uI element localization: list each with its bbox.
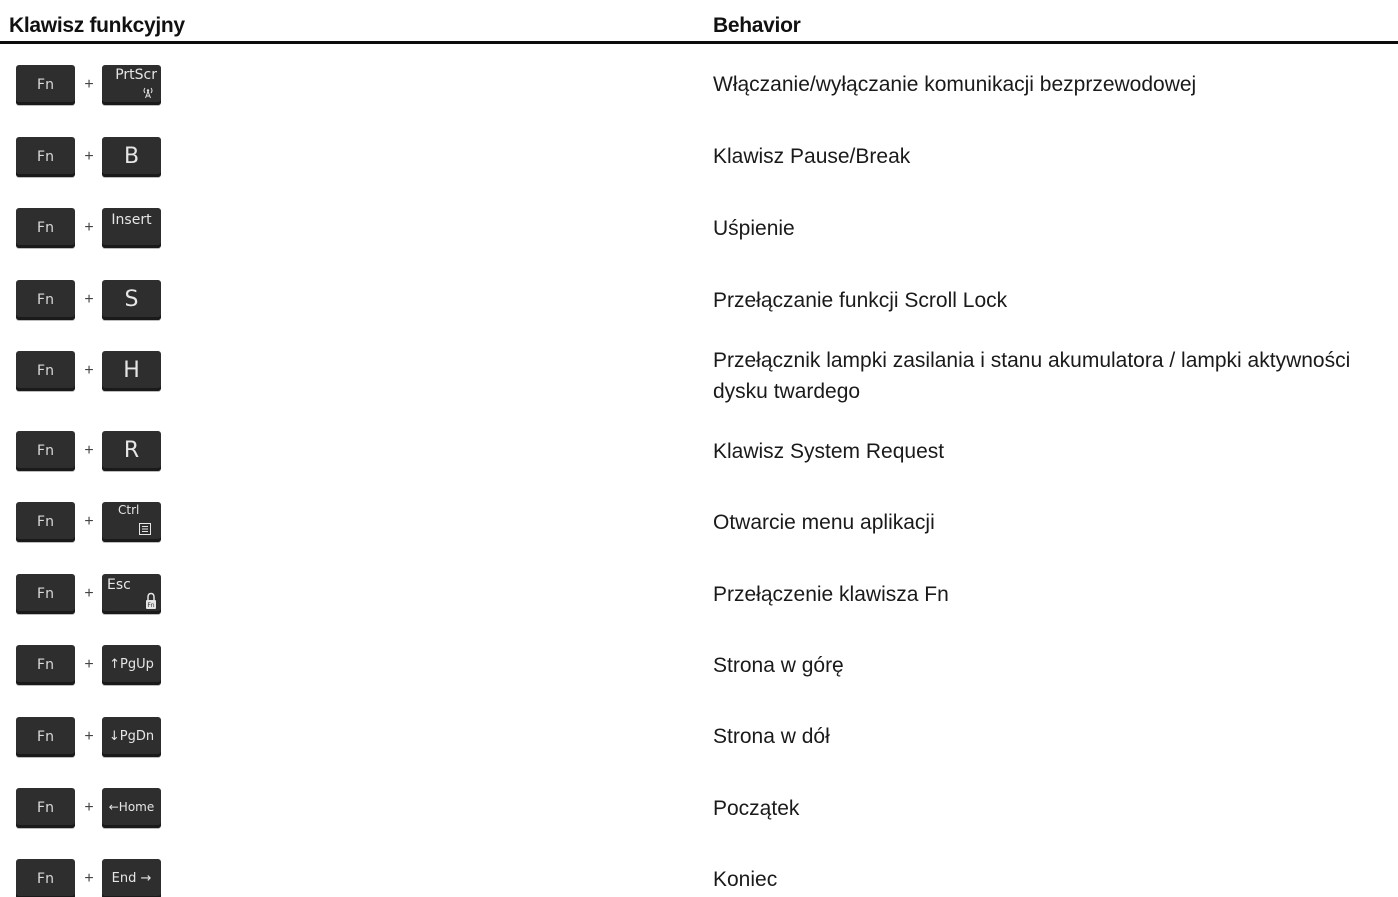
pgup-key-label: ↑PgUp: [109, 657, 154, 672]
fn-key-label: Fn: [37, 363, 54, 379]
fn-key-label: Fn: [37, 443, 54, 459]
plus-sign: +: [84, 513, 94, 530]
fn-key-label: Fn: [37, 292, 54, 308]
esc-key-label: Esc: [107, 577, 131, 593]
r-key-label: R: [123, 438, 140, 463]
fn-key: [16, 717, 75, 757]
plus-sign: +: [84, 585, 94, 602]
home-key-label: ←Home: [108, 800, 155, 814]
end-key: [102, 859, 161, 897]
h-key: [102, 351, 161, 391]
esc-key: [102, 574, 161, 614]
pgdn-key: [102, 717, 161, 757]
pgdn-key-label: ↓PgDn: [108, 729, 155, 744]
plus-sign: +: [84, 799, 94, 816]
menu-icon: [139, 522, 151, 540]
fn-key-label: Fn: [37, 220, 54, 236]
plus-sign: +: [84, 362, 94, 379]
fn-key-label: Fn: [37, 729, 54, 745]
s-key-label: S: [124, 287, 139, 312]
h-key-label: H: [123, 358, 140, 383]
plus-sign: +: [84, 870, 94, 887]
r-key: [102, 431, 161, 471]
pgup-key: [102, 645, 161, 685]
behavior-text: Otwarcie menu aplikacji: [713, 511, 935, 534]
fn-key-label: Fn: [37, 77, 54, 93]
end-key-label: End →: [111, 871, 152, 886]
behavior-text: Przełącznik lampki zasilania i stanu akumulatora / lampki aktywności dysku twardego: [713, 349, 1351, 403]
fn-key: [16, 645, 75, 685]
plus-sign: +: [84, 76, 94, 93]
plus-sign: +: [84, 442, 94, 459]
behavior-text: Początek: [713, 797, 800, 820]
behavior-text: Przełączenie klawisza Fn: [713, 583, 949, 606]
s-key: [102, 280, 161, 320]
fn-key: [16, 351, 75, 391]
behavior-text: Klawisz System Request: [713, 440, 945, 463]
ctrl-menu-key: [102, 502, 161, 542]
plus-sign: +: [84, 148, 94, 165]
fn-key: [16, 280, 75, 320]
prtscr-key: [102, 65, 161, 105]
behavior-text: Uśpienie: [713, 217, 795, 240]
b-key: [102, 137, 161, 177]
fn-key-label: Fn: [37, 871, 54, 887]
fn-key: [16, 431, 75, 471]
behavior-text: Klawisz Pause/Break: [713, 145, 911, 168]
b-key-label: B: [123, 144, 140, 169]
fn-lock-icon: [145, 592, 157, 614]
fn-key: [16, 137, 75, 177]
home-key: [102, 788, 161, 828]
fn-key: [16, 502, 75, 542]
plus-sign: +: [84, 291, 94, 308]
fn-key: [16, 208, 75, 248]
fn-key: [16, 65, 75, 105]
behavior-text: Przełączanie funkcji Scroll Lock: [713, 289, 1008, 312]
fn-key: [16, 788, 75, 828]
prtscr-key-label: PrtScr: [115, 67, 157, 83]
header-key-column: Klawisz funkcyjny: [9, 14, 185, 37]
wireless-antenna-icon: [142, 85, 154, 104]
header-behavior-column: Behavior: [713, 14, 801, 37]
fn-key-label: Fn: [37, 800, 54, 816]
behavior-text: Koniec: [713, 868, 778, 891]
behavior-text: Włączanie/wyłączanie komunikacji bezprzewodowej: [713, 73, 1197, 96]
fn-key-label: Fn: [37, 149, 54, 165]
behavior-text: Strona w górę: [713, 654, 844, 677]
plus-sign: +: [84, 656, 94, 673]
fn-key-label: Fn: [37, 514, 54, 530]
behavior-text: Strona w dół: [713, 725, 830, 748]
fn-key-label: Fn: [37, 586, 54, 602]
insert-key: [102, 208, 161, 248]
fn-key: [16, 859, 75, 897]
svg-text:Fn: Fn: [147, 602, 155, 609]
plus-sign: +: [84, 219, 94, 236]
fn-key: [16, 574, 75, 614]
table-header: [0, 0, 1398, 44]
insert-key-label: Insert: [111, 212, 152, 228]
plus-sign: +: [84, 728, 94, 745]
ctrl-key-label: Ctrl: [118, 503, 140, 517]
fn-key-label: Fn: [37, 657, 54, 673]
